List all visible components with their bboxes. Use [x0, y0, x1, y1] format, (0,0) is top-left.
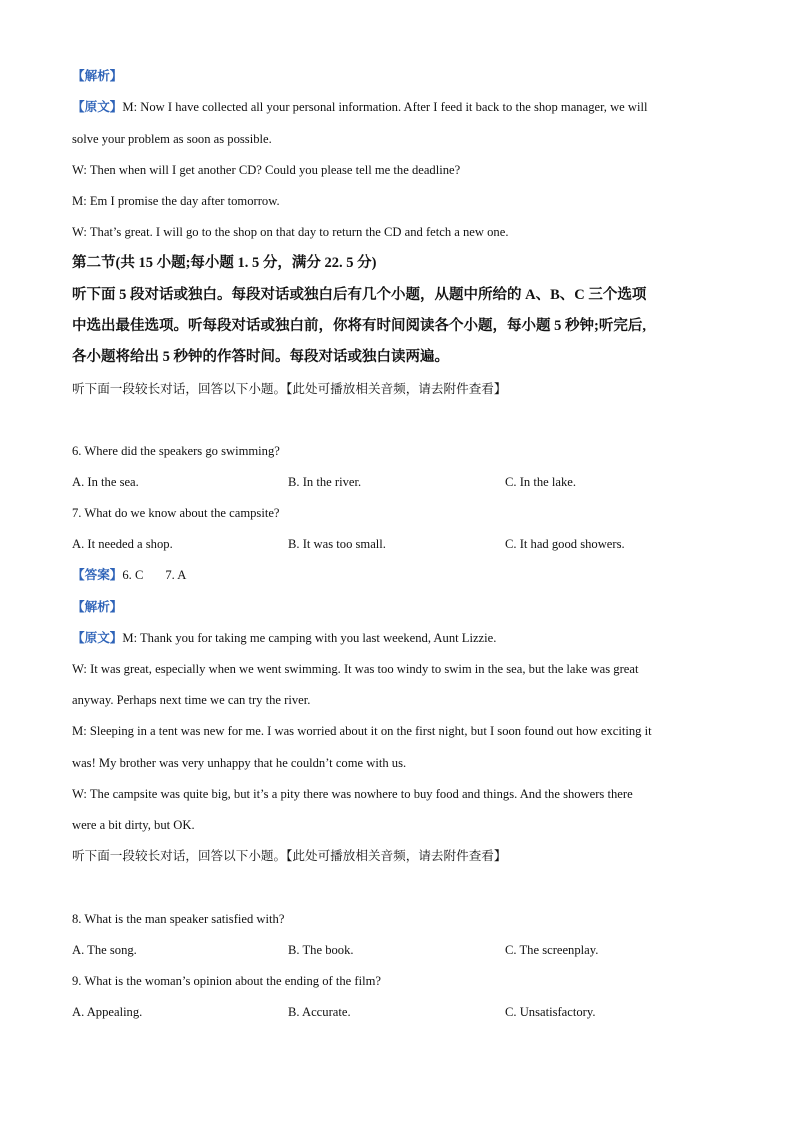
transcript-line: was! My brother was very unhappy that he couldn’t come with us. — [72, 756, 407, 770]
audio-prompt: 听下面一段较长对话，回答以下小题。【此处可播放相关音频，请去附件查看】 — [72, 382, 507, 396]
question-stem: 9. What is the woman’s opinion about the ending of the film? — [72, 974, 381, 988]
transcript-line — [72, 99, 648, 115]
option-a: A. In the sea. — [72, 475, 139, 489]
section-title: 第二节(共 15 小题;每小题 1. 5 分，满分 22. 5 分) — [72, 255, 377, 271]
option-b: B. The book. — [288, 943, 354, 957]
option-b: B. It was too small. — [288, 537, 386, 551]
transcript-line — [72, 630, 496, 646]
question-stem: 8. What is the man speaker satisfied with? — [72, 912, 285, 926]
analysis-label: 【解析】 — [72, 69, 123, 83]
instruction-line: 中选出最佳选项。听每段对话或独白前，你将有时间阅读各个小题，每小题 5 秒钟;听完后, — [72, 318, 646, 334]
transcript-line: W: Then when will I get another CD? Could you please tell me the deadline? — [72, 163, 461, 177]
transcript-line: solve your problem as soon as possible. — [72, 132, 272, 146]
transcript-line: W: It was great, especially when we went swimming. It was too windy to swim in the sea, but the lake was great — [72, 662, 639, 676]
answer-7: 7. A — [165, 568, 187, 582]
answer-line — [72, 567, 186, 583]
question-stem: 6. Where did the speakers go swimming? — [72, 444, 280, 458]
original-label: 【原文】 — [72, 631, 123, 645]
analysis-label: 【解析】 — [72, 600, 123, 614]
transcript-line: M: Em I promise the day after tomorrow. — [72, 194, 280, 208]
original-label: 【原文】 — [72, 100, 123, 114]
instruction-line: 各小题将给出 5 秒钟的作答时间。每段对话或独白读两遍。 — [72, 349, 449, 365]
option-a: A. Appealing. — [72, 1005, 143, 1019]
transcript-line: M: Sleeping in a tent was new for me. I was worried about it on the first night, but I soon found out how exciting it — [72, 724, 652, 738]
question-stem: 7. What do we know about the campsite? — [72, 506, 280, 520]
instruction-line: 听下面 5 段对话或独白。每段对话或独白后有几个小题，从题中所给的 A、B、C 三个选项 — [72, 287, 647, 303]
option-c: C. It had good showers. — [505, 537, 625, 551]
option-c: C. The screenplay. — [505, 943, 599, 957]
option-b: B. Accurate. — [288, 1005, 351, 1019]
transcript-line: were a bit dirty, but OK. — [72, 818, 195, 832]
transcript-text: M: Now I have collected all your personal information. After I feed it back to the shop manager, we will — [122, 100, 648, 114]
answer-6: 6. C — [122, 568, 144, 582]
transcript-line: W: The campsite was quite big, but it’s a pity there was nowhere to buy food and things. And the showers there — [72, 787, 633, 801]
option-b: B. In the river. — [288, 475, 362, 489]
audio-prompt: 听下面一段较长对话，回答以下小题。【此处可播放相关音频，请去附件查看】 — [72, 849, 507, 863]
transcript-line: W: That’s great. I will go to the shop on that day to return the CD and fetch a new one. — [72, 225, 509, 239]
option-c: C. Unsatisfactory. — [505, 1005, 596, 1019]
answer-label: 【答案】 — [72, 568, 123, 582]
transcript-line: anyway. Perhaps next time we can try the river. — [72, 693, 311, 707]
transcript-text: M: Thank you for taking me camping with you last weekend, Aunt Lizzie. — [122, 631, 497, 645]
option-a: A. The song. — [72, 943, 137, 957]
option-c: C. In the lake. — [505, 475, 576, 489]
option-a: A. It needed a shop. — [72, 537, 173, 551]
